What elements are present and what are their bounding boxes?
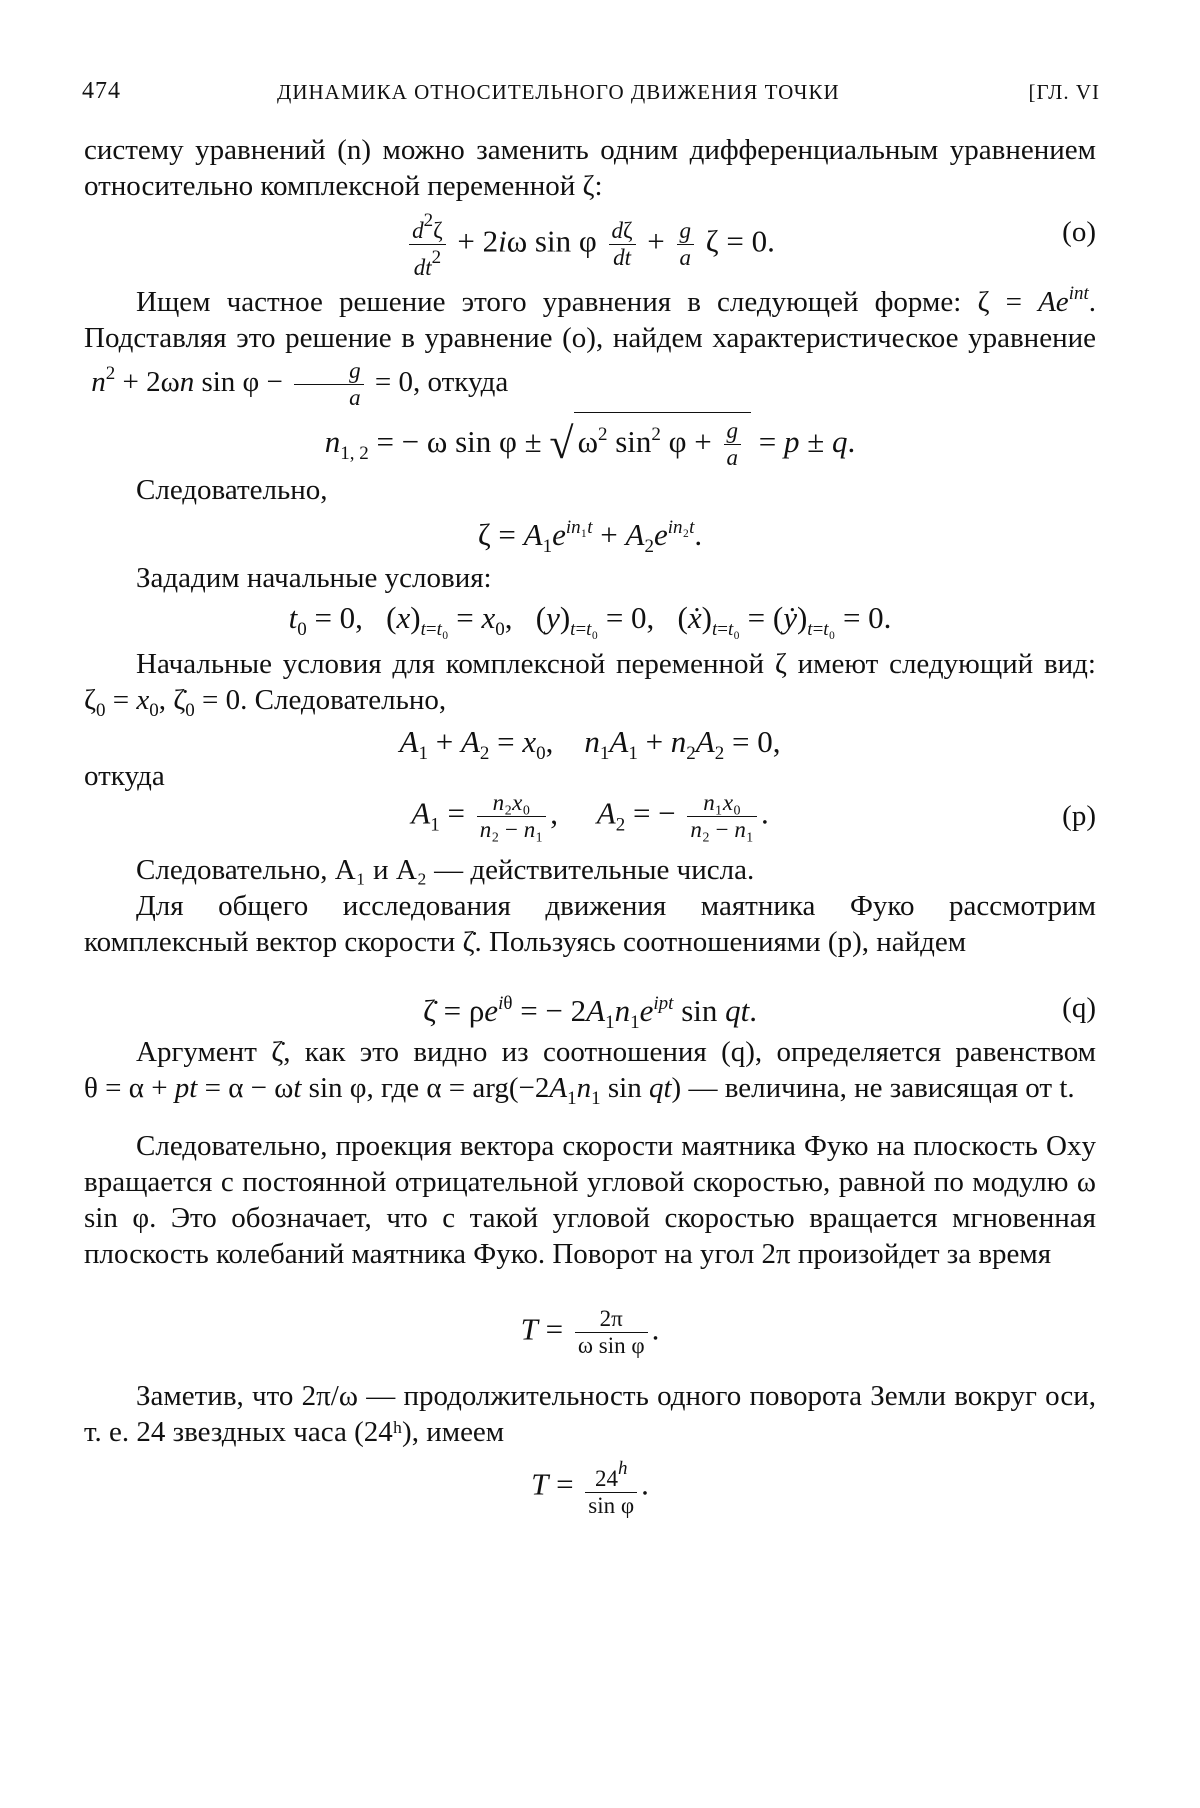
chapter-label: [ГЛ. VI xyxy=(1028,80,1100,104)
paragraph-whence: откуда xyxy=(84,760,165,792)
paragraph-real-coefficients: Следовательно, A₁ и A₂ — действительные числа. xyxy=(136,854,755,886)
equation-roots: $n_{1, 2}$ = − ω sin φ ± √ $\omega^2$ $\sin^2 \varphi$ + $\frac{g}{a}$ = p ± q. xyxy=(84,412,1096,474)
paragraph-velocity-vector: Для общего исследования движения маятника Фуко рассмотрим комплексный вектор скорости ζ̇. Пользуясь соотношениями (p), найдем xyxy=(84,890,1096,958)
paragraph-initial-conditions: Зададим начальные условия: xyxy=(136,562,492,594)
equation-p: $A_1$ = $\frac{\text{n₂x₀}}{\text{n₂ − n₁}}$ , $A_2$ = − $\frac{\text{n₁x₀}}{\text{n₂ − n₁}}$ . xyxy=(411,790,769,842)
equation-coefficient-system: $A_1 + A_2 = x_0$, $n_1A_1 + n_2A_2 = 0$, xyxy=(399,724,781,764)
equation-period-hours: T = $\frac{24^h}{\text{sin φ}}$ . xyxy=(531,1458,649,1518)
equation-o-label: (o) xyxy=(1062,216,1096,248)
equation-initial-conditions: $t_0 = 0$, $(x)_{t=t_0} = x_0$, $(y)_{t=t_0} = 0$, $(ẋ)_{t=t_0}$ = $(ẏ)_{t=t_0} = 0$. xyxy=(288,600,892,640)
paragraph-earth-rotation: Заметив, что 2π/ω — продолжительность одного поворота Земли вокруг оси, т. е. 24 звездных часа (24ʰ), имеем xyxy=(84,1380,1096,1448)
page-number: 474 xyxy=(82,78,121,104)
paragraph-characteristic: Ищем частное решение этого уравнения в следующей форме: $\zeta = Ae^{int}$. Подставляя это решение в уравнение (o), найдем характеристическое уравнение $n^2 + 2\omega n$ sin φ − $\frac{g}{a}$ = 0, откуда xyxy=(84,283,1096,410)
equation-o: $\frac{d^2\zeta}{dt^2}$ + 2iω sin φ $\frac{d\zeta}{dt}$ + $\frac{g}{a}$ ζ = 0. xyxy=(84,208,1096,281)
paragraph-complex-initial: Начальные условия для комплексной переменной ζ имеют следующий вид: $\zeta_0 = x_0$, $\zetȧ_0 = 0$. Следовательно, xyxy=(84,648,1096,721)
paragraph-argument: Аргумент ζ̇, как это видно из соотношения (q), определяется равенством θ = α + pt = α − ωt sin φ, где $\alpha = arg(-2A_1n_1$ sin qt) — величина, не зависящая от t. xyxy=(84,1036,1096,1109)
equation-q: ζ̇ = $\rho e^{i\theta}$ = − $2A_1n_1e^{ipt}$ sin qt. xyxy=(423,993,757,1033)
paragraph-intro: систему уравнений (n) можно заменить одним дифференциальным уравнением относительно комплексной переменной ζ: xyxy=(84,134,1096,202)
equation-q-label: (q) xyxy=(1062,992,1096,1024)
paragraph-therefore-1: Следовательно, xyxy=(136,474,328,506)
equation-general-solution: $\zeta = A_1e^{in_1t} + A_2e^{in_2t}$. xyxy=(477,517,703,557)
equation-period: T = $\frac{2\pi}{\text{ω sin φ}}$ . xyxy=(520,1306,660,1358)
running-title: ДИНАМИКА ОТНОСИТЕЛЬНОГО ДВИЖЕНИЯ ТОЧКИ xyxy=(277,80,840,104)
equation-p-label: (p) xyxy=(1062,800,1096,832)
paragraph-rotation: Следовательно, проекция вектора скорости маятника Фуко на плоскость Oxy вращается с постоянной отрицательной угловой скоростью, равной по модулю ω sin φ. Это обозначает, что с такой угловой скоростью вращается мгновенная плоскость колебаний маятника Фуко. Поворот на угол 2π произойдет за время xyxy=(84,1130,1096,1270)
